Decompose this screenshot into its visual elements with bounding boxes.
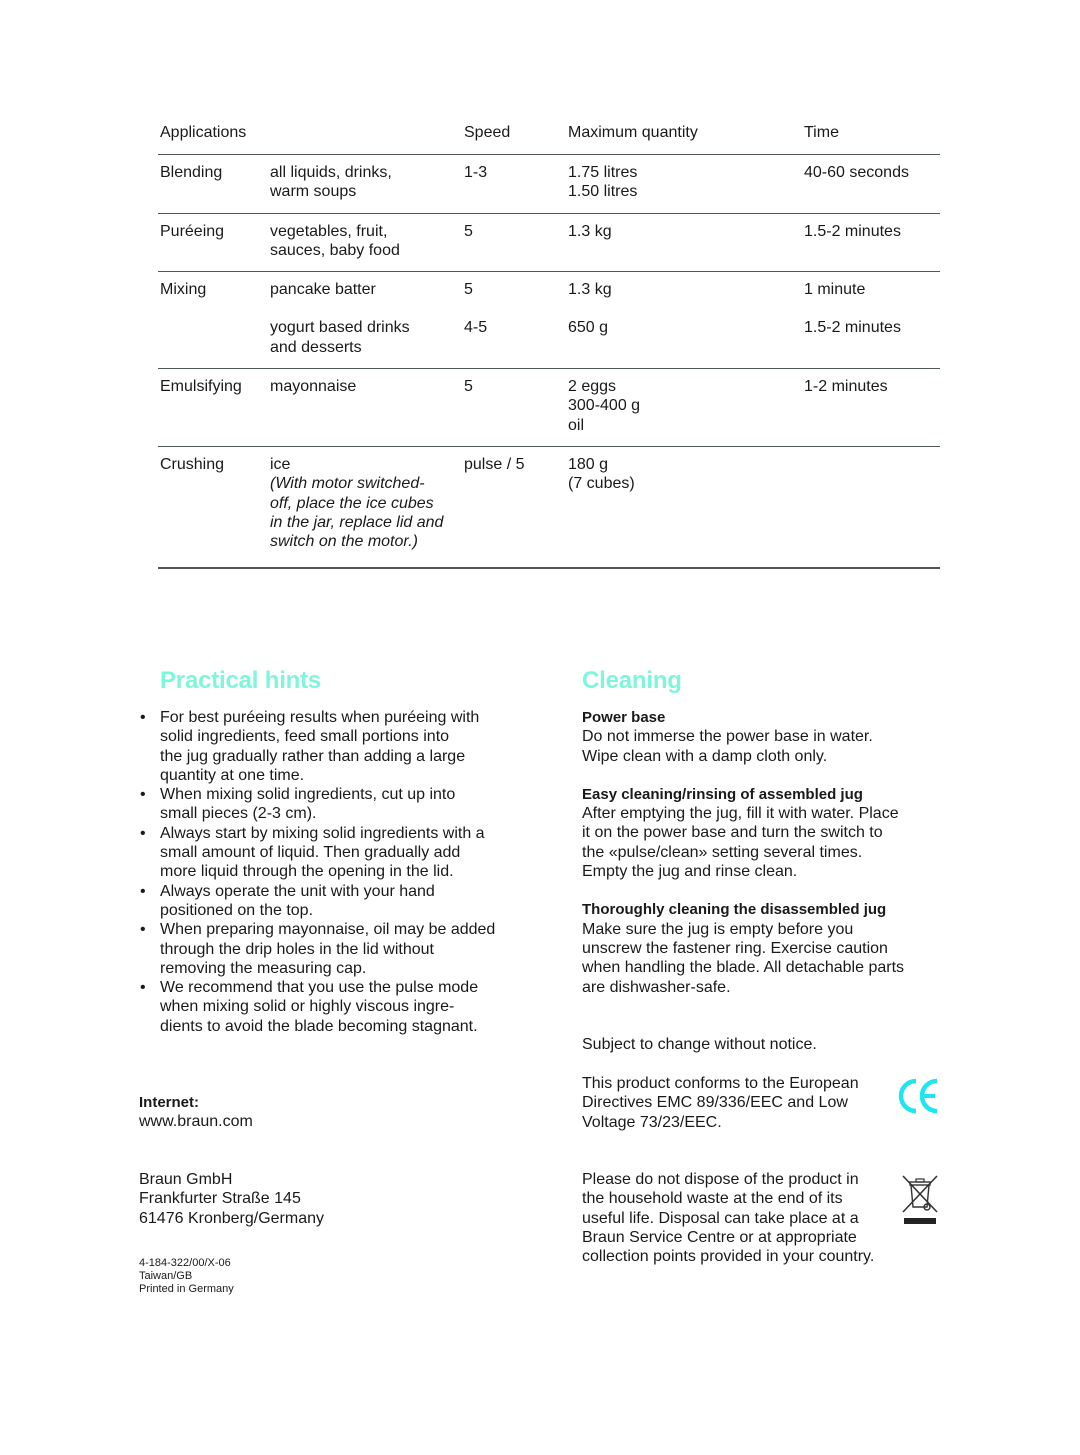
table-row-blending <box>158 155 940 214</box>
bullet-icon: • <box>140 709 146 726</box>
table-row-mixing <box>158 272 940 369</box>
quantity-line: 1.75 litres <box>568 164 638 181</box>
printed-in: Printed in Germany <box>139 1283 234 1295</box>
application-cell: Blending <box>160 164 223 181</box>
speed-cell: pulse / 5 <box>464 455 525 473</box>
description-cell <box>270 377 464 435</box>
website-link[interactable]: www.braun.com <box>139 1113 253 1131</box>
application-cell: Puréeing <box>160 222 225 240</box>
quantity-line: 650 g <box>568 319 609 337</box>
time-cell: 1.5-2 minutes <box>804 222 901 240</box>
desc-line: pancake batter <box>270 281 376 299</box>
cleaning-section <box>582 666 942 1016</box>
desc-line: yogurt based drinks <box>270 319 410 337</box>
desc-note-line: off, place the ice cubes <box>270 494 434 512</box>
quantity-cell <box>568 377 804 435</box>
speed-cell: 4-5 <box>464 319 488 337</box>
header-max-quantity: Maximum quantity <box>568 124 698 141</box>
region-code: Taiwan/GB <box>139 1270 193 1282</box>
quantity-cell <box>568 163 804 202</box>
disposal-statement: Please do not dispose of the product in the household waste at the end of its useful life. Disposal can take place at a Braun Service Centre or at appropriate collection points provided in your country. <box>582 1171 875 1266</box>
application-cell: Mixing <box>160 281 207 299</box>
bullet-icon: • <box>140 979 146 997</box>
hint-item: • When mixing solid ingredients, cut up into small pieces (2-3 cm). <box>140 786 456 823</box>
application-cell: Emulsifying <box>160 378 242 396</box>
quantity-line: 2 eggs <box>568 378 617 396</box>
header-applications: Applications <box>160 124 247 141</box>
subheading: Thoroughly cleaning the disassembled jug <box>582 901 887 919</box>
header-speed: Speed <box>464 124 511 141</box>
desc-line: sauces, baby food <box>270 241 400 259</box>
hint-item: • We recommend that you use the pulse mode when mixing solid or highly viscous ingre- dients to avoid the blade becoming stagnant. <box>140 979 479 1035</box>
company-name: Braun GmbH <box>139 1171 233 1188</box>
hint-item: • When preparing mayonnaise, oil may be added through the drip holes in the lid without removing the measuring cap. <box>140 921 496 977</box>
print-code <box>139 1257 339 1296</box>
quantity-cell <box>568 222 804 261</box>
quantity-line: (7 cubes) <box>568 475 635 493</box>
speed-cell: 5 <box>464 378 473 396</box>
desc-note-line: in the jar, replace lid and <box>270 513 444 531</box>
cleaning-title: Cleaning <box>582 667 682 694</box>
cleaning-disassembled-jug: Thoroughly cleaning the disassembled jug Make sure the jug is empty before you unscrew the fastener ring. Exercise caution when handling the blade. All detachable parts are dishwasher-safe. <box>582 900 942 996</box>
time-cell: 40-60 seconds <box>804 164 909 181</box>
hints-list <box>140 708 530 1036</box>
description-cell <box>270 280 464 299</box>
company-address <box>139 1170 439 1228</box>
speed-cell: 5 <box>464 281 473 299</box>
time-cell: 1.5-2 minutes <box>804 319 901 337</box>
subheading: Power base <box>582 709 666 726</box>
internet-block <box>139 1093 439 1132</box>
practical-hints-section <box>140 666 530 1036</box>
table-row-emulsifying <box>158 369 940 447</box>
quantity-line: 1.3 kg <box>568 222 612 240</box>
description-cell <box>270 163 464 202</box>
quantity-line: 1.3 kg <box>568 281 612 299</box>
speed-cell: 5 <box>464 222 473 240</box>
quantity-cell <box>568 318 804 357</box>
quantity-line: oil <box>568 416 585 434</box>
bullet-icon: • <box>140 921 146 939</box>
table-row-pureeing <box>158 214 940 273</box>
desc-line: warm soups <box>270 183 357 201</box>
conformity-statement: This product conforms to the European Directives EMC 89/336/EEC and Low Voltage 73/23/EEC. <box>582 1075 859 1131</box>
city: 61476 Kronberg/Germany <box>139 1209 324 1227</box>
ce-mark-icon <box>897 1078 941 1114</box>
bullet-icon: • <box>140 786 146 804</box>
description-cell <box>270 318 464 357</box>
bullet-icon: • <box>140 824 146 842</box>
table-row-crushing <box>158 447 940 569</box>
hint-item: • Always start by mixing solid ingredients with a small amount of liquid. Then gradually add more liquid through the opening in the lid. <box>140 824 485 881</box>
subheading: Easy cleaning/rinsing of assembled jug <box>582 785 863 803</box>
practical-hints-title: Practical hints <box>160 667 322 694</box>
description-cell <box>270 222 464 261</box>
header-time: Time <box>804 124 839 141</box>
quantity-cell <box>568 280 804 299</box>
bullet-icon: • <box>140 882 146 900</box>
applications-table <box>158 123 940 569</box>
desc-note-line: (With motor switched- <box>270 475 425 493</box>
quantity-line: 1.50 litres <box>568 183 638 201</box>
hint-item: • Always operate the unit with your hand positioned on the top. <box>140 882 435 919</box>
time-cell: 1 minute <box>804 281 866 299</box>
desc-line: all liquids, drinks, <box>270 164 392 181</box>
cleaning-assembled-jug: Easy cleaning/rinsing of assembled jug After emptying the jug, fill it with water. Place it on the power base and turn the switch to the «pulse/clean» setting several times. Empty the jug and rinse clean. <box>582 785 942 881</box>
hint-item: • For best puréeing results when puréeing with solid ingredients, feed small portions into the jug gradually rather than adding a large quantity at one time. <box>140 709 480 784</box>
desc-line: and desserts <box>270 338 362 356</box>
application-cell: Crushing <box>160 455 225 473</box>
table-header-row <box>158 123 940 155</box>
quantity-line: 300-400 g <box>568 397 641 415</box>
crossed-out-bin-icon <box>900 1172 940 1228</box>
cleaning-power-base: Power base Do not immerse the power base in water. Wipe clean with a damp cloth only. <box>582 708 942 766</box>
desc-line: vegetables, fruit, <box>270 222 388 240</box>
desc-line: mayonnaise <box>270 378 357 396</box>
document-number: 4-184-322/00/X-06 <box>139 1257 231 1269</box>
description-cell <box>270 455 464 551</box>
quantity-cell <box>568 455 804 551</box>
desc-line: ice <box>270 455 291 473</box>
desc-note-line: switch on the motor.) <box>270 533 418 551</box>
street: Frankfurter Straße 145 <box>139 1190 301 1208</box>
time-cell: 1-2 minutes <box>804 378 888 396</box>
time-cell <box>804 455 940 551</box>
change-notice: Subject to change without notice. <box>582 1036 817 1053</box>
speed-cell: 1-3 <box>464 164 488 181</box>
internet-label: Internet: <box>139 1094 199 1111</box>
quantity-line: 180 g <box>568 455 609 473</box>
